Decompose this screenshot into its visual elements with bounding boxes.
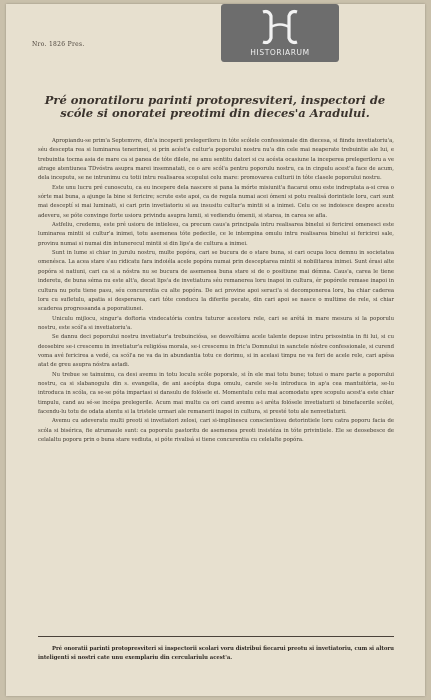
document-footer-note: [38, 645, 394, 664]
body-paragraph: Avemu cu adeveratu multi preoti si invetiatori zelosi, cari si-implinescu conscientiosu detorintiele loru catra poporu facia de scóla si bisérica, fie atrumaule sunt: ca poporulu pastoritu de asemenea preoti insistéza in tóte privintiele. Ele se deosebesce de celalaltu poporu prin o buna stare vediuta, si póte rivalisá si tiene concurentia cu celelalte popóra.: [38, 418, 394, 443]
document-title: Pré onoratiloru parinti protopresviteri, inspectori de scóle si onoratei preotimi din dieces'a Aradului.: [44, 93, 386, 120]
historiarum-monogram-icon: [259, 8, 301, 46]
body-paragraph: Astfeliu, credemu, este pré usioru de intielesu, ca precum caus'a principala intru realisarea binelui si fericirei omenesci este luminarea mintii si cultur'a inimei, totu asemenea tóte pedecile, ce le intempina omulu intru realisarea binelui si fericirei sale, provinu numai si numai din intunerecul mintii si din lips'a de cultura a inimei.: [38, 222, 394, 247]
document-page: [6, 4, 425, 696]
historiarum-logo: [221, 4, 339, 62]
document-reference-number: Nro. 1826 Pres.: [32, 41, 85, 48]
body-paragraph: Sunt in lume si chiar in jurulu nostru, multe popóra, cari se bucura de o stare buna, si cari ocupa locu demnu in societatea omenésca. La acea stare s'au ridicatu fara indoiéla acele popóra numai prin desceptarea mintii si nobilitarea inimei. Sunt érasi alte popóra si natiuni, cari ca si a nóstra nu se bucura de asemenea buna stare si de o positiune mai démna. Caus'a, carea le tiene inderetu, de buna séma nu este alt'a, decat lips'a de invetiatura séu remanerea loru inapoi in cultura, ér popórele remase inapoi in cultura nu potu tiene pasu, séu concurentia cu alte popóra. De aci provine apoi seraci'a si decomponerea loru, ba chiar caderea loru cu sufletulu, apatia si desperarea, cari tóte conducu la diferite pecate, din cari apoi se nasce o multime de rele, si chiar scaderea progressanda a poporatiunei.: [38, 250, 394, 313]
body-paragraph: Este unu lucru pré cunoscutu, ca eu incepere dela nascere si pana la mórte misiunit'a fiacarui omu este indreptata a-si crea o sórte mai buna, a ajunge la bine si fericire; scrute este apoi, ca de regula numai acei ómeni si potu realisá dorintiele loru, cari sunt mai desceptí si mai luminati, si cari prin invetiatoriu si au insusitu cultur'a mintii si a inimei. Celu ce se indoiesce despre acestu adeveru, se póte convinge forte usioru privindu asupra lumii, si vediendu ómenii, si starea, in carea se afla.: [38, 184, 394, 219]
footer-divider: [38, 636, 394, 637]
body-paragraph: Se dannu deci poporului nostru invetiatur'a trebuinciósa, se desvoltámu acele talente depuse intru prisosintia in fii lui, si cu deosebire se-i crescemu in invetiatur'a religiósa morala, se-i crescemu in fric'a Domnului in sanctele nóstre confessionale, si curend voma avé fericirea a vedé, ca scól'a ne va da in abundantia totu ce dorimu, si in acelasi timpu ne va feri de acele rele, cari apésa atat de greu asupra nóstra astadi.: [38, 334, 394, 369]
body-paragraph: Uniculu mijlocu, singur'a doftoria vindecatória contra tuturor acestoru rele, cari se arétá in mare mesura si la poporulu nostru, este scól'a si invetiatoriu'a.: [38, 315, 394, 331]
logo-wordmark: HISTORIARUM: [250, 48, 310, 57]
footer-text: Pré onoratii parinti protopresviteri si inspectorii scolari voru distribui fiecarui preotu si invetiatoriu, cum si altoru inteligenti si nostri cate unu exemplariu din cerculariulu acest'a.: [38, 646, 394, 662]
body-paragraph: Nu trebue se tainuimu, ca desi avemu in totu loculu scóle poporale, si în ele mai totu bune; totusi o mare parte a poporului nostru, ca si slabanogulu din s. evangelia, de ani ascépta dupa omulu, carele se-lu introduca in ap'a cea mantuitória, se-lu introduca in scóla, ca se-se póta impartasi si dansulu de folósele ei. Momentulu celu mai acomodatu spre scopulu acest'a este chiar timpulu, cand au sé-se incépa prelegerile. Acum mai multu ca ori cand avemu a-i aréta folósele invetiaturii si binefacerile scólei, facendu-lu totu de odata atentu si la tristele urmari ale remanerii inapoi in cultura, si presté totu ale nenvetiaturii.: [38, 371, 394, 415]
document-body: [38, 137, 394, 445]
body-paragraph: Apropiandu-se prim'a Septemvre, din'a inceperii prelegeriloru in tóte scólele confessionale din diecesa, si fiindu invetiatoriu'a, séu descepta rea si luminarea tenerimei, si prin acést'a cultur'a poporului nostru nu'a din cele mai neaperate trebuintie ale lui, e trebuintia tocma asia de mare ca si panea de tóte dilele, ne amu sentitu datori si cu acésta ocasiune la inceperea prelegeriloru a ve atrage atentiunea TDvóstra asupra marei insemnatati, ce o are scól'a pentru poporulu nostru, ca in cinpulu acest'a face de acum, dela inceputu, se ne intrunimu cu totii intru realisarea scopului celu mare: promovarea culturii in tóte clasele poporului nostru.: [38, 138, 394, 182]
